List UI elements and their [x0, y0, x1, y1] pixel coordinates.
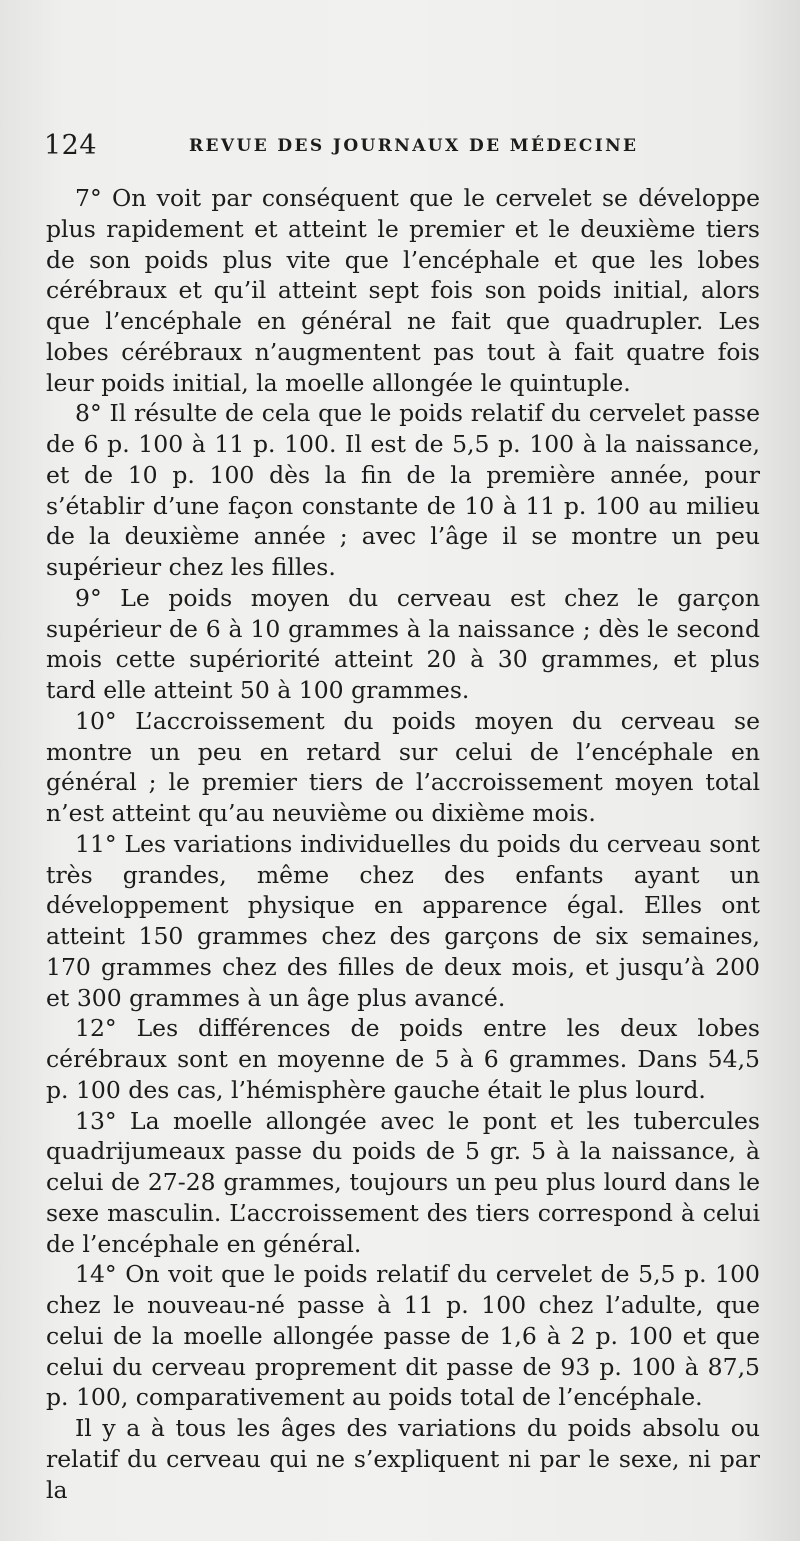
paragraph-9: 9° Le poids moyen du cerveau est chez le garçon supérieur de 6 à 10 grammes à la naissance ; dès le second mois cette supériorité atteint 20 à 30 grammes, et plus tard elle atteint 50 à 100 grammes.: [46, 583, 760, 704]
paragraph-8: 8° Il résulte de cela que le poids relatif du cervelet passe de 6 p. 100 à 11 p. 100. Il est de 5,5 p. 100 à la naissance, et de 10 p. 100 dès la fin de la première année, pour s’établir d’une façon constante de 10 à 11 p. 100 au milieu de la deuxième année ; avec l’âge il se montre un peu supérieur chez les filles.: [46, 399, 760, 581]
paragraph-7: 7° On voit par conséquent que le cervelet se développe plus rapidement et atteint le premier et le deuxième tiers de son poids plus vite que l’encéphale et que les lobes cérébraux et qu’il atteint sept fois son poids initial, alors que l’encéphale en général ne fait que quadrupler. Les lobes cérébraux n’augmentent pas tout à fait quatre fois leur poids initial, la moelle allongée le quintuple.: [46, 184, 760, 397]
page-number: 124: [44, 130, 98, 161]
paragraph-11: 11° Les variations individuelles du poids du cerveau sont très grandes, même chez des enfants ayant un développement physique en apparence égal. Elles ont atteint 150 grammes chez des garçons de six semaines, 170 grammes chez des filles de deux mois, et jusqu’à 200 et 300 grammes à un âge plus avancé.: [46, 829, 760, 1012]
running-head: REVUE DES JOURNAUX DE MÉDECINE: [189, 136, 639, 156]
page-header: [44, 130, 764, 164]
paragraph-14: 14° On voit que le poids relatif du cervelet de 5,5 p. 100 chez le nouveau-né passe à 11 p. 100 chez l’adulte, que celui de la moelle allongée passe de 1,6 à 2 p. 100 et que celui du cerveau proprement dit passe de 93 p. 100 à 87,5 p. 100, comparativement au poids total de l’encéphale.: [46, 1260, 760, 1412]
paragraph-12: 12° Les différences de poids entre les deux lobes cérébraux sont en moyenne de 5 à 6 grammes. Dans 54,5 p. 100 des cas, l’hémisphère gauche était le plus lourd.: [46, 1014, 760, 1104]
paragraph-10: 10° L’accroissement du poids moyen du cerveau se montre un peu en retard sur celui de l’encéphale en général ; le premier tiers de l’accroissement moyen total n’est atteint qu’au neuvième ou dixième mois.: [46, 706, 760, 827]
paragraph-closing: Il y a à tous les âges des variations du poids absolu ou relatif du cerveau qui ne s’expliquent ni par le sexe, ni par la: [46, 1414, 760, 1504]
paragraph-13: 13° La moelle allongée avec le pont et les tubercules quadrijumeaux passe du poids de 5 gr. 5 à la naissance, à celui de 27-28 grammes, toujours un peu plus lourd dans le sexe masculin. L’accroissement des tiers correspond à celui de l’encéphale en général.: [46, 1106, 760, 1258]
body-text: [46, 183, 760, 1505]
